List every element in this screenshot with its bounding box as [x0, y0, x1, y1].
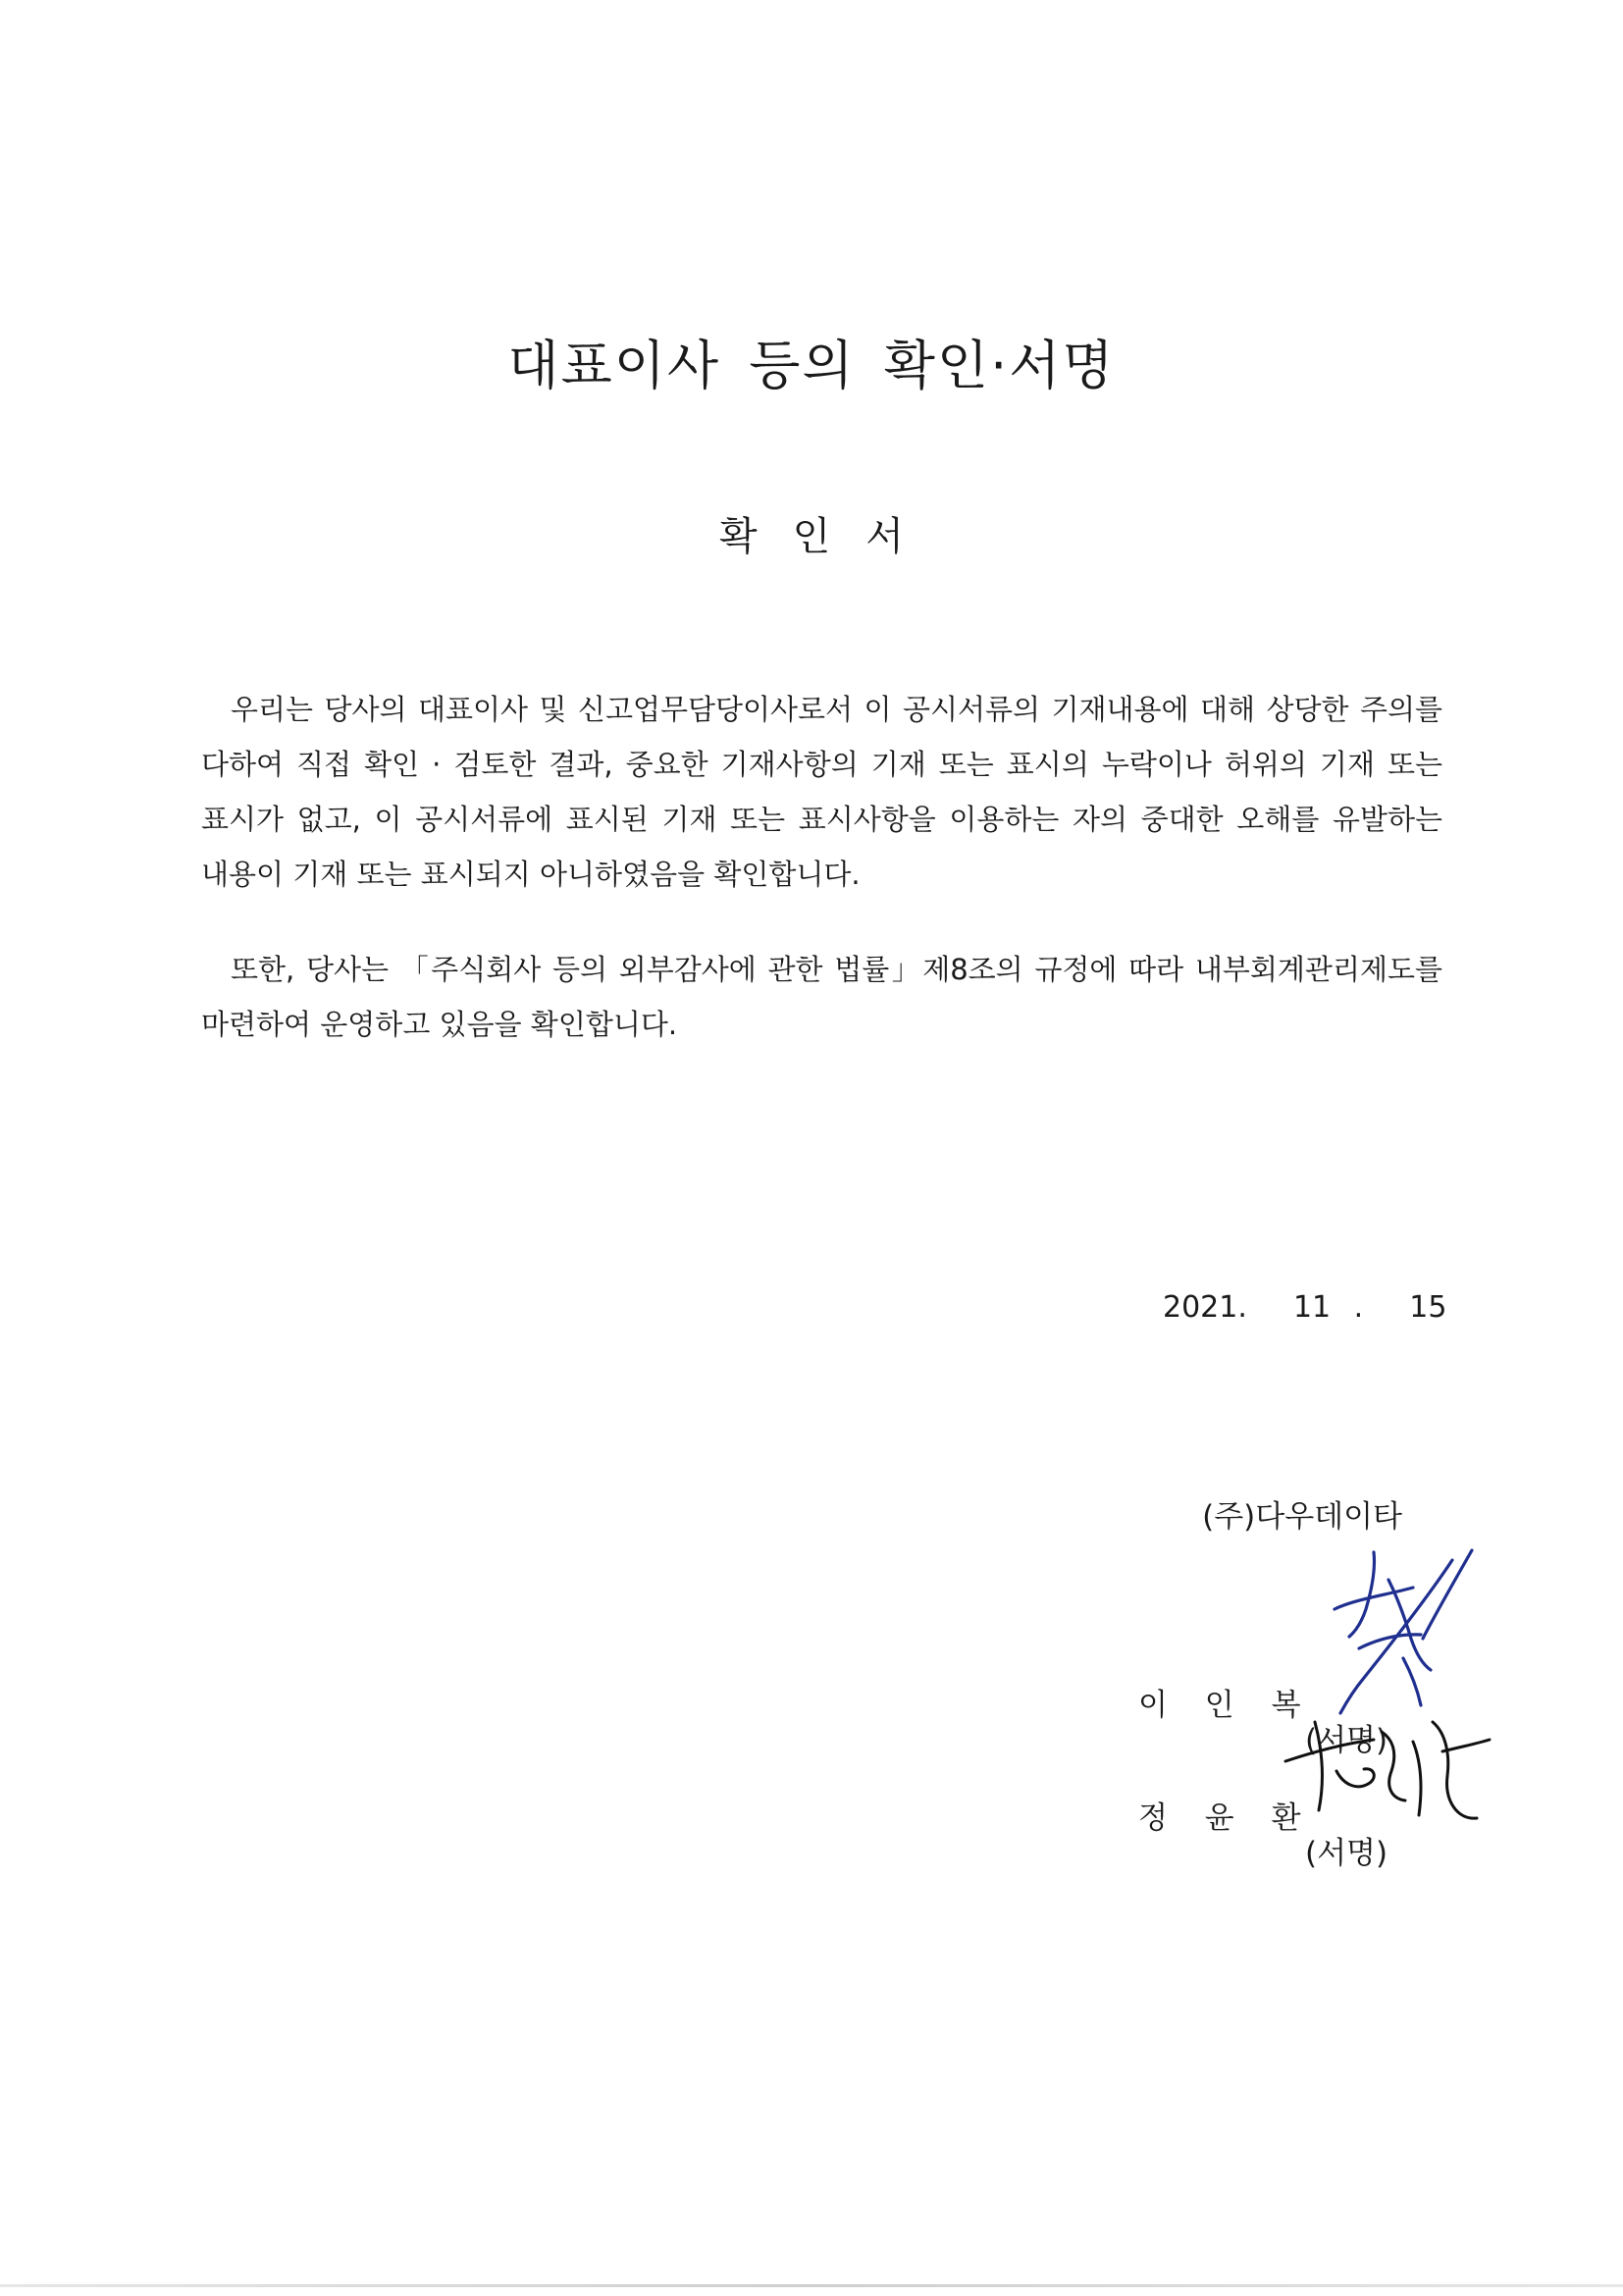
- ceo-handwritten-signature: [1305, 1540, 1501, 1727]
- signatory-name: 정 윤 환: [1138, 1800, 1315, 1836]
- signatory-name: 이 인 복: [1138, 1688, 1315, 1723]
- page-edge-line: [0, 2284, 1623, 2287]
- signatory-row-disclosure-director: [0, 1722, 1388, 1899]
- company-name: (주)다우데이타: [1202, 1499, 1402, 1535]
- document-date: 2021. 11 . 15: [1163, 1290, 1447, 1325]
- document-title: 대표이사 등의 확인·서명: [507, 335, 1116, 396]
- signature-label: (서명): [1305, 1723, 1388, 1758]
- internal-control-paragraph: 또한, 당사는 「주식회사 등의 외부감사에 관한 법률」제8조의 규정에 따라 내부회계관리제도를 마련하여 운영하고 있음을 확인합니다.: [201, 953, 1442, 1041]
- signature-label: (서명): [1305, 1836, 1388, 1871]
- confirmation-paragraph: 우리는 당사의 대표이사 및 신고업무담당이사로서 이 공시서류의 기재내용에 대해 상당한 주의를 다하여 직접 확인 · 검토한 결과, 중요한 기재사항의 기재 또는 표시의 누락이나 허위의 기재 또는 표시가 없고, 이 공시서류에 표시된 기재 또는 표시사항을 이용하는 자의 중대한 오해를 유발하는 내용이 기재 또는 표시되지 아니하였음을 확인합니다.: [201, 693, 1442, 891]
- document-subtitle: 확인서: [719, 514, 939, 559]
